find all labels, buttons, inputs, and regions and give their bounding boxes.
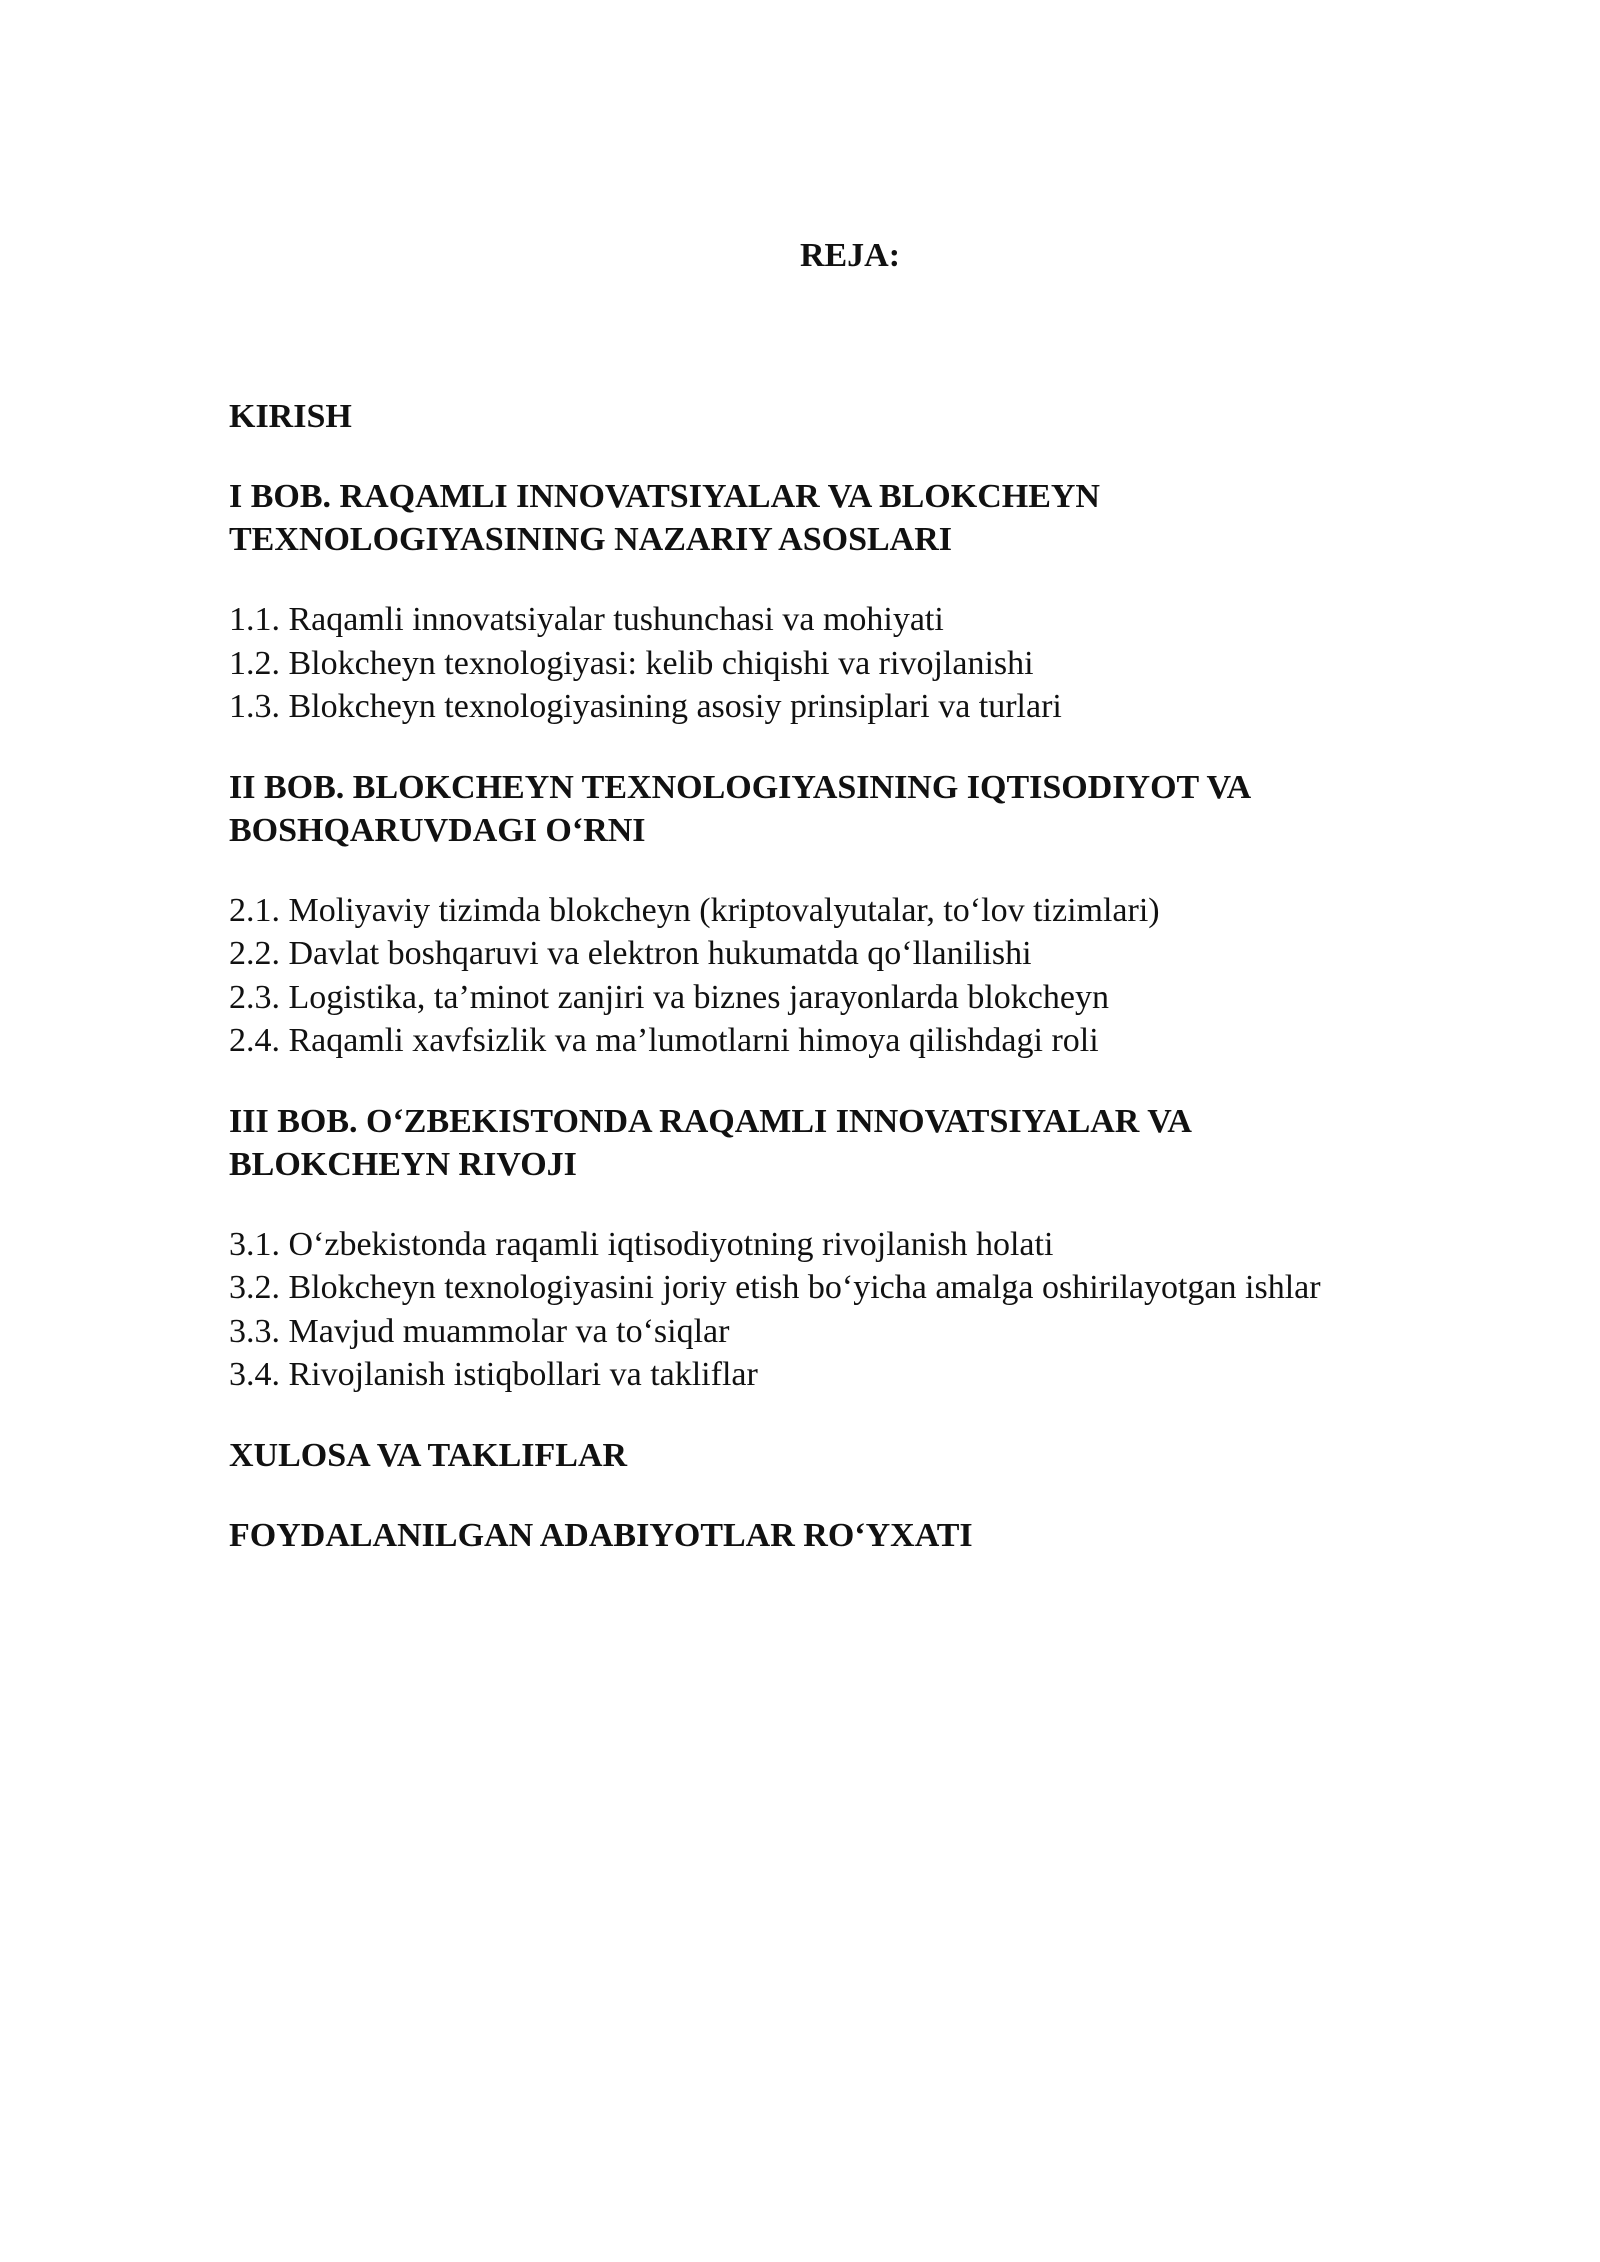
chapter-2-heading-line-1: II BOB. BLOKCHEYN TEXNOLOGIYASINING IQTISODIYOT VA	[229, 768, 1252, 806]
list-item: 2.2. Davlat boshqaruvi va elektron hukumatda qo‘llanilishi	[229, 935, 1032, 972]
chapter-3-heading	[229, 1100, 1529, 1186]
chapter-1-items	[229, 598, 1529, 729]
chapter-2-heading	[229, 766, 1529, 852]
list-item: 3.3. Mavjud muammolar va to‘siqlar	[229, 1312, 730, 1350]
conclusion-heading: XULOSA VA TAKLIFLAR	[229, 1436, 628, 1474]
chapter-3-items	[229, 1223, 1529, 1397]
list-item: 3.2. Blokcheyn texnologiyasini joriy etish bo‘yicha amalga oshirilayotgan ishlar	[229, 1269, 1321, 1306]
chapter-1-heading-line-2: TEXNOLOGIYASINING NAZARIY ASOSLARI	[229, 521, 952, 558]
list-item: 1.3. Blokcheyn texnologiyasining asosiy prinsiplari va turlari	[229, 688, 1062, 725]
list-item: 1.1. Raqamli innovatsiyalar tushunchasi va mohiyati	[229, 601, 944, 638]
list-item: 3.1. O‘zbekistonda raqamli iqtisodiyotning rivojlanish holati	[229, 1225, 1054, 1263]
list-item: 1.2. Blokcheyn texnologiyasi: kelib chiqishi va rivojlanishi	[229, 644, 1034, 682]
list-item: 2.3. Logistika, ta’minot zanjiri va biznes jarayonlarda blokcheyn	[229, 978, 1109, 1016]
list-item: 2.4. Raqamli xavfsizlik va ma’lumotlarni himoya qilishdagi roli	[229, 1022, 1099, 1059]
chapter-2-items	[229, 889, 1529, 1063]
chapter-3-heading-line-2: BLOKCHEYN RIVOJI	[229, 1145, 577, 1183]
page-title: REJA:	[799, 237, 901, 274]
list-item: 3.4. Rivojlanish istiqbollari va takliflar	[229, 1356, 758, 1393]
intro-heading: KIRISH	[229, 398, 352, 435]
list-item: 2.1. Moliyaviy tizimda blokcheyn (kriptovalyutalar, to‘lov tizimlari)	[229, 891, 1160, 929]
chapter-1-heading-line-1: I BOB. RAQAMLI INNOVATSIYALAR VA BLOKCHEYN	[229, 478, 1100, 515]
chapter-1-heading	[229, 475, 1529, 561]
chapter-3-heading-line-1: III BOB. O‘ZBEKISTONDA RAQAMLI INNOVATSIYALAR VA	[229, 1102, 1192, 1140]
references-heading: FOYDALANILGAN ADABIYOTLAR RO‘YXATI	[229, 1516, 973, 1554]
chapter-2-heading-line-2: BOSHQARUVDAGI O‘RNI	[229, 811, 646, 849]
plan-content	[229, 395, 1529, 1557]
